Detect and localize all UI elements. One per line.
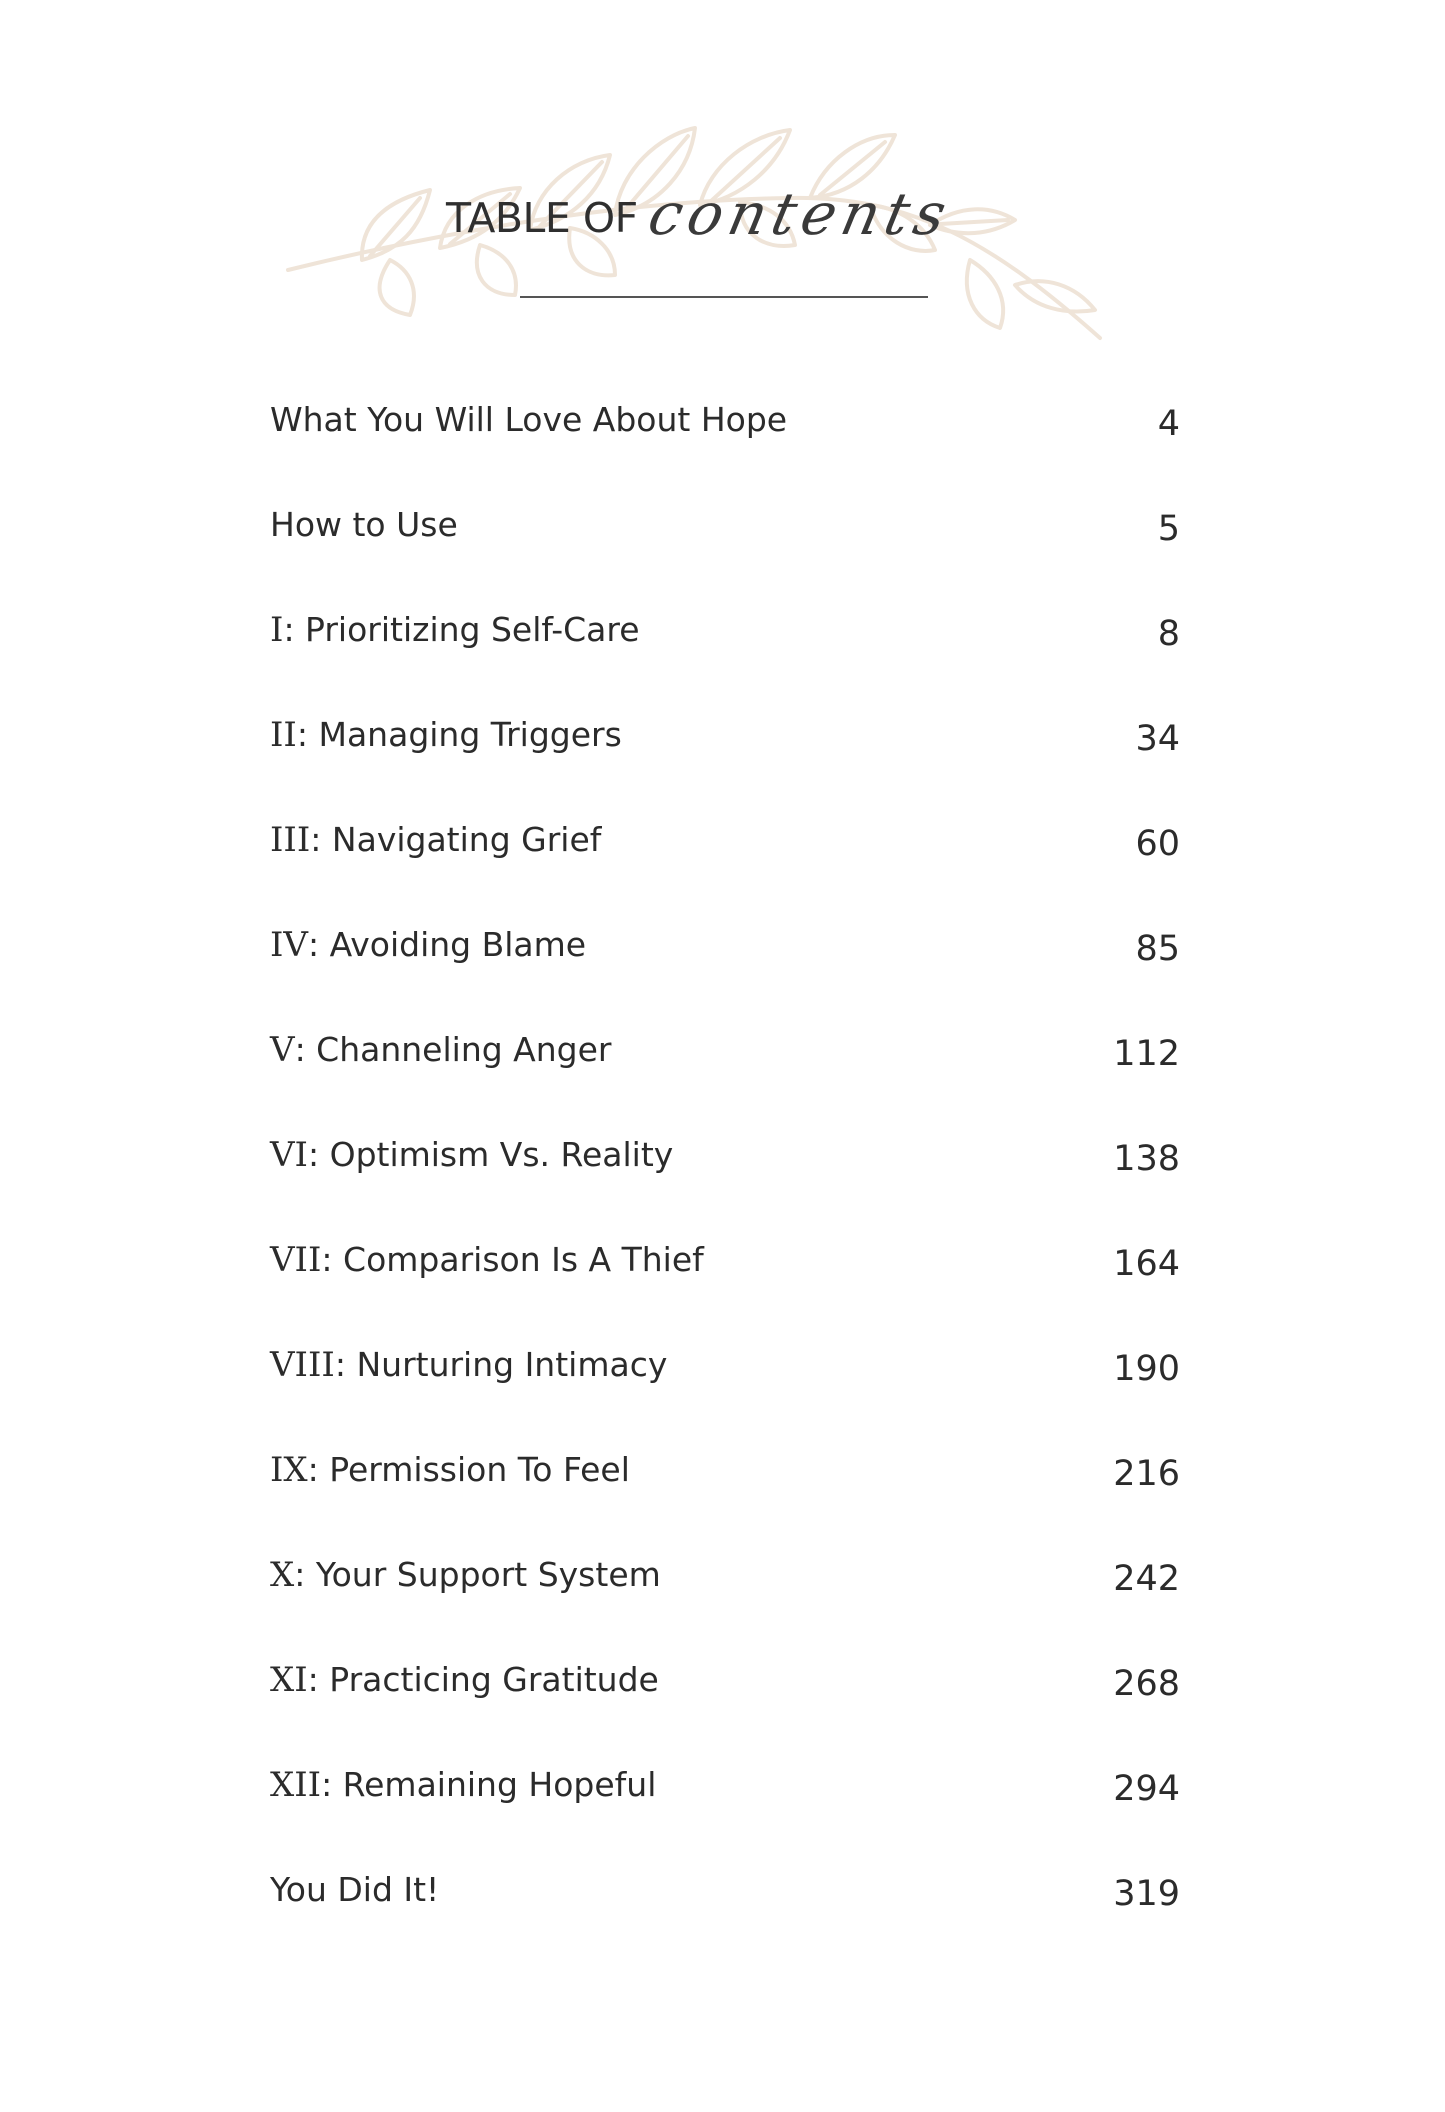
toc-entry-page: 4 <box>1157 404 1180 444</box>
toc-entry[interactable] <box>270 1135 1180 1240</box>
toc-entry-page: 8 <box>1157 614 1180 654</box>
toc-entry-page: 34 <box>1135 719 1180 759</box>
toc-header <box>270 110 1130 350</box>
toc-entry-numeral: XII <box>270 1765 322 1805</box>
toc-entry-title <box>270 1870 439 1911</box>
toc-entry[interactable] <box>270 1345 1180 1450</box>
toc-entry-numeral: IV <box>270 925 308 965</box>
toc-entry-page: 294 <box>1113 1769 1180 1809</box>
toc-entry-page: 319 <box>1113 1874 1180 1914</box>
toc-entry[interactable] <box>270 715 1180 820</box>
toc-entry-numeral: I <box>270 610 284 650</box>
title-caps: TABLE OF <box>446 194 638 242</box>
toc-entry-label: : Permission To Feel <box>307 1450 630 1489</box>
toc-entry[interactable] <box>270 1765 1180 1870</box>
toc-entry[interactable] <box>270 1240 1180 1345</box>
toc-entry-numeral: VI <box>270 1135 308 1175</box>
page-title <box>446 178 958 248</box>
toc-entry-label: : Practicing Gratitude <box>307 1660 659 1699</box>
toc-entry[interactable] <box>270 610 1180 715</box>
toc-entry-label: How to Use <box>270 505 458 544</box>
toc-entry-title <box>270 1450 630 1491</box>
toc-entry-title <box>270 400 787 441</box>
toc-list <box>270 400 1180 1975</box>
title-underline <box>520 296 928 298</box>
toc-entry-label: : Comparison Is A Thief <box>321 1240 704 1279</box>
toc-entry[interactable] <box>270 1450 1180 1555</box>
toc-entry-label: : Optimism Vs. Reality <box>307 1135 674 1174</box>
toc-entry[interactable] <box>270 400 1180 505</box>
toc-entry-title <box>270 715 622 756</box>
toc-entry[interactable] <box>270 925 1180 1030</box>
toc-entry-label: : Your Support System <box>294 1555 661 1594</box>
toc-entry-page: 268 <box>1113 1664 1180 1704</box>
toc-entry[interactable] <box>270 1030 1180 1135</box>
toc-entry-numeral: II <box>270 715 297 755</box>
toc-entry-page: 5 <box>1157 509 1180 549</box>
toc-entry-label: : Remaining Hopeful <box>321 1765 657 1804</box>
toc-entry-page: 216 <box>1113 1454 1180 1494</box>
toc-entry-title <box>270 1555 661 1596</box>
toc-entry-title <box>270 505 458 546</box>
toc-entry-label: : Avoiding Blame <box>307 925 587 964</box>
toc-entry-label: : Navigating Grief <box>310 820 602 859</box>
toc-entry-title <box>270 925 586 966</box>
toc-entry-title <box>270 820 601 861</box>
toc-entry[interactable] <box>270 505 1180 610</box>
toc-entry-page: 190 <box>1113 1349 1180 1389</box>
toc-entry-numeral: III <box>270 820 311 860</box>
toc-entry-label: : Nurturing Intimacy <box>334 1345 668 1384</box>
toc-entry-title <box>270 610 640 651</box>
toc-entry-numeral: V <box>270 1030 295 1070</box>
toc-entry-page: 138 <box>1113 1139 1180 1179</box>
toc-entry[interactable] <box>270 820 1180 925</box>
toc-entry-label: : Channeling Anger <box>294 1030 612 1069</box>
toc-entry-title <box>270 1660 659 1701</box>
toc-entry-label: You Did It! <box>270 1870 440 1909</box>
toc-entry-numeral: VIII <box>270 1345 335 1385</box>
toc-entry-title <box>270 1345 667 1386</box>
toc-entry-page: 60 <box>1135 824 1180 864</box>
toc-entry-title <box>270 1765 656 1806</box>
toc-entry-title <box>270 1030 611 1071</box>
toc-entry-title <box>270 1135 673 1176</box>
toc-entry-page: 85 <box>1135 929 1180 969</box>
toc-entry-numeral: IX <box>270 1450 308 1490</box>
toc-entry[interactable] <box>270 1660 1180 1765</box>
toc-entry[interactable] <box>270 1870 1180 1975</box>
toc-entry-page: 242 <box>1113 1559 1180 1599</box>
title-script: contents <box>642 180 958 248</box>
toc-entry-numeral: X <box>270 1555 295 1595</box>
toc-entry-label: : Managing Triggers <box>296 715 622 754</box>
toc-entry[interactable] <box>270 1555 1180 1660</box>
toc-entry-numeral: XI <box>270 1660 308 1700</box>
toc-entry-numeral: VII <box>270 1240 322 1280</box>
toc-entry-page: 164 <box>1113 1244 1180 1284</box>
toc-entry-label: : Prioritizing Self-Care <box>283 610 640 649</box>
toc-entry-page: 112 <box>1113 1034 1180 1074</box>
toc-entry-label: What You Will Love About Hope <box>270 400 788 439</box>
toc-entry-title <box>270 1240 704 1281</box>
